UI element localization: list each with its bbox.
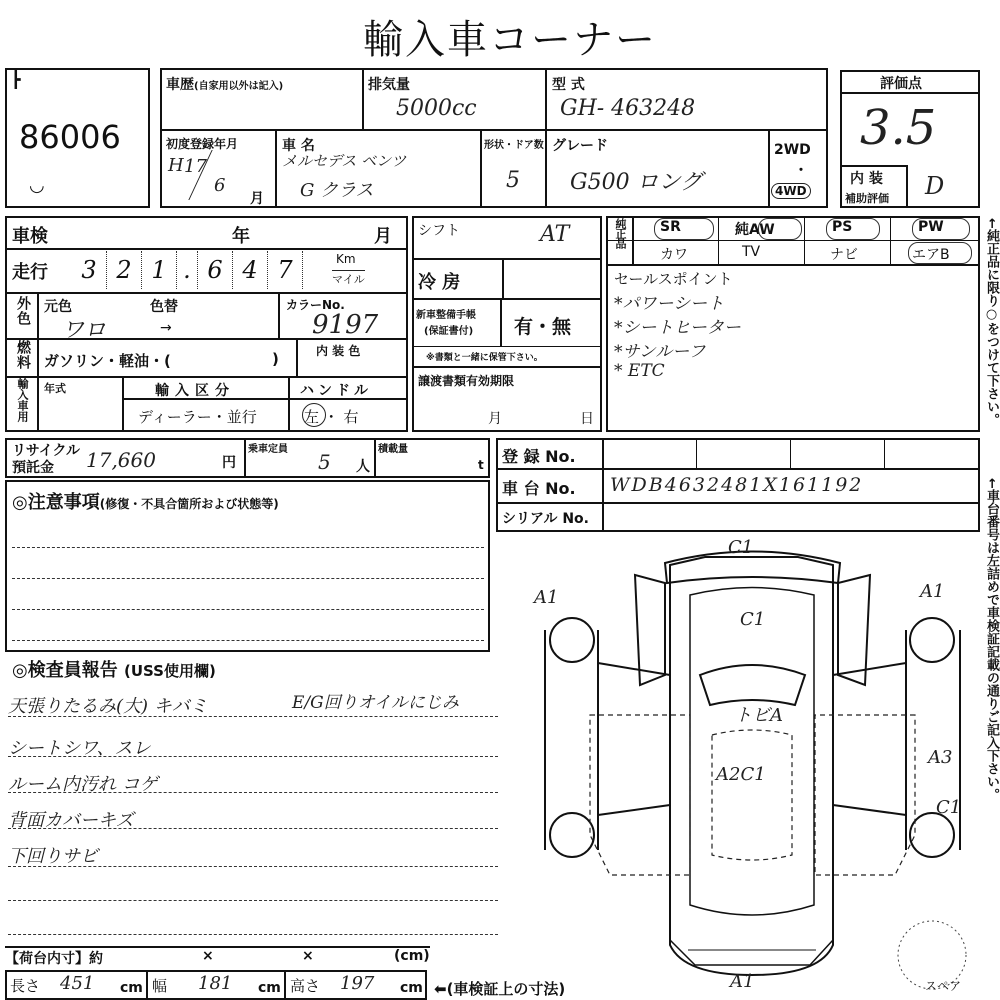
dims-inner-label: 【荷台内寸】約 (5, 951, 103, 967)
exterior-arrow: → (160, 320, 172, 336)
inspection-year-unit: 年 (232, 226, 250, 247)
divider (5, 248, 408, 250)
divider (5, 376, 408, 378)
body-label: 形状・ドア数 (484, 140, 544, 151)
first-reg-label: 初度登録年月 (166, 137, 239, 151)
transfer-day: 日 (580, 411, 594, 427)
dims-arrow-note: ⬅(車検証上の寸法) (434, 980, 566, 998)
mileage-unit-km: Km (336, 252, 356, 266)
exterior-orig-label: 元色 (44, 299, 72, 315)
interior-label: 内 装 (850, 171, 883, 187)
height-unit: cm (400, 980, 423, 996)
divider (496, 502, 980, 504)
sales-point: *サンルーフ (614, 342, 706, 362)
dims-x2: × (302, 948, 314, 964)
divider (696, 438, 697, 468)
divider (502, 258, 504, 298)
shift-value: AT (540, 222, 570, 247)
option-sr[interactable]: SR (660, 219, 681, 235)
height-label: 高さ (290, 977, 321, 995)
damage-mark: A3 (928, 747, 953, 768)
option-leather[interactable]: カワ (660, 247, 688, 263)
recycle-label: リサイクル (12, 443, 81, 459)
transfer-month: 月 (488, 411, 502, 427)
divider (545, 68, 547, 208)
history-label: 車歴(自家用以外は記入) (166, 77, 284, 93)
displacement-value: 5000cc (396, 96, 477, 121)
capacity-unit: 人 (356, 459, 370, 475)
capacity-value: 5 (318, 450, 331, 474)
displacement-label: 排気量 (368, 77, 410, 93)
side-note-options: ←純正品に限り○をつけて下さい。 (984, 218, 999, 426)
inspection-month-unit: 月 (374, 226, 392, 247)
length-label: 長さ (10, 977, 41, 995)
lot-corner-mark: ┣ (11, 70, 21, 89)
drive-2wd: 2WD (774, 142, 811, 158)
rating-value: 3.5 (860, 100, 937, 156)
divider (288, 376, 290, 432)
registration-label: 登 録 No. (502, 447, 576, 466)
damage-mark: A1 (920, 581, 945, 602)
spare-label: スペア (925, 979, 962, 993)
sales-label: セールスポイント (614, 270, 733, 288)
note-line (12, 578, 484, 579)
option-ps[interactable]: PS (832, 219, 853, 235)
damage-mark: トビA (734, 705, 783, 726)
manual-note: ※書類と一緒に保管下さい。 (426, 353, 543, 363)
note-line (12, 547, 484, 548)
report-line: シートシワ、スレ (8, 738, 151, 759)
interior-color-label: 内 装 色 (316, 344, 361, 358)
interior-sub: 補助評価 (845, 192, 889, 205)
option-airbag[interactable]: エアB (912, 247, 950, 263)
rating-label: 評価点 (880, 76, 922, 92)
divider (496, 468, 980, 470)
report-rule (8, 756, 498, 757)
mileage-digit: 3 (72, 251, 107, 289)
inspection-label: 車検 (12, 226, 48, 247)
exterior-repaint-label: 色替 (150, 299, 178, 315)
report-line: 下回りサビ (8, 846, 98, 867)
mileage-digit: 4 (233, 251, 268, 289)
report-rule (8, 866, 498, 867)
handle-value: 左 ・ 右 (304, 408, 359, 426)
divider (632, 216, 634, 264)
recycle-value: 17,660 (86, 448, 156, 472)
ac-label: 冷 房 (418, 272, 461, 293)
serial-label: シリアル No. (502, 511, 589, 527)
report-rule (8, 900, 498, 901)
import-year-label: 年式 (44, 382, 66, 395)
model-label: 型 式 (552, 77, 585, 93)
divider (362, 68, 364, 129)
transfer-label: 譲渡書類有効期限 (418, 374, 515, 388)
report-line: ルーム内汚れ コゲ (8, 774, 158, 795)
report-rule (8, 792, 498, 793)
car-name-label: 車 名 (282, 138, 315, 154)
body-doors: 5 (506, 168, 520, 193)
divider (278, 292, 280, 338)
divider (412, 366, 602, 368)
length-value: 451 (60, 973, 95, 994)
option-tv[interactable]: TV (742, 244, 761, 260)
note-line (12, 609, 484, 610)
import-class-value: ディーラー・並行 (138, 408, 257, 426)
divider (890, 216, 891, 264)
lot-number: 86006 (19, 118, 121, 156)
fuel-label: 燃料 (15, 340, 31, 370)
fuel-close: ) (272, 350, 279, 368)
divider (296, 338, 298, 376)
mileage-digit: 6 (198, 251, 233, 289)
dims-cm: (cm) (394, 948, 430, 964)
interior-value: D (925, 172, 945, 200)
divider (5, 292, 408, 294)
option-aw[interactable]: 純AW (735, 222, 775, 238)
exterior-orig-value: ワロ (62, 318, 107, 343)
lot-bottom-mark: ◡ (29, 175, 45, 196)
mileage-digit: 7 (268, 251, 303, 289)
manual-label: 新車整備手帳 (416, 310, 476, 321)
circle-airbag (908, 242, 972, 264)
note-line (12, 640, 484, 641)
damage-mark: C1 (728, 537, 754, 558)
notes-label: ◎注意事項(修復・不具合箇所および状態等) (12, 492, 279, 513)
mileage-unit-mile: マイル (332, 270, 365, 287)
report-line-extra: E/G回りオイルにじみ (292, 693, 459, 713)
capacity-label: 乗車定員 (248, 444, 288, 455)
divider (412, 346, 602, 347)
page-title: 輸入車コーナー (363, 17, 657, 63)
damage-mark: C1 (936, 797, 962, 818)
fuel-options: ガソリン・軽油・( (44, 352, 171, 370)
circle-ps (826, 218, 880, 240)
divider (275, 129, 277, 208)
import-class-label: 輸入区分 (155, 383, 235, 399)
divider (804, 216, 805, 264)
divider (500, 298, 502, 346)
height-value: 197 (340, 973, 375, 994)
divider (412, 258, 602, 260)
first-reg-era: H (168, 155, 184, 176)
divider (284, 970, 286, 1000)
recycle-unit: 円 (222, 455, 236, 471)
mileage-label: 走行 (12, 262, 48, 283)
grade-value: G500 ロング (570, 170, 703, 195)
length-unit: cm (120, 980, 143, 996)
report-rule (8, 934, 498, 935)
divider (374, 438, 376, 478)
divider (768, 129, 770, 208)
divider (718, 216, 719, 264)
options-side-label: 純正品 (614, 218, 627, 248)
dims-x1: × (202, 948, 214, 964)
load-unit: t (478, 458, 484, 472)
sales-point: *シートヒーター (614, 318, 741, 338)
divider (412, 298, 602, 300)
first-reg-month: 6 (214, 175, 226, 196)
exterior-label: 外色 (15, 296, 31, 326)
car-name: G クラス (300, 180, 374, 201)
manual-value: 有・無 (514, 316, 572, 338)
chassis-label: 車 台 No. (502, 479, 576, 498)
width-value: 181 (198, 973, 233, 994)
mileage-digit: 1 (142, 251, 177, 289)
option-navi[interactable]: ナビ (830, 247, 858, 263)
report-line: 背面カバーキズ (8, 810, 134, 831)
option-pw[interactable]: PW (918, 219, 944, 235)
divider (606, 240, 980, 241)
divider (884, 438, 885, 468)
report-rule (8, 828, 498, 829)
sales-point: *パワーシート (614, 294, 725, 314)
divider (122, 376, 124, 432)
load-label: 積載量 (378, 444, 408, 455)
mileage-digits (72, 251, 303, 289)
divider (160, 129, 828, 131)
damage-mark: A1 (730, 971, 755, 992)
circle-aw (758, 218, 802, 240)
report-line: 天張りたるみ(大) キバミ (8, 696, 208, 717)
side-note-chassis: ←車台番号は左詰めで車検証記載の通りご記入下さい。 (984, 478, 999, 801)
lot-number-box (5, 68, 150, 208)
manual-sub: (保証書付) (424, 326, 474, 337)
recycle-label2: 預託金 (12, 460, 54, 476)
grade-label: グレード (552, 138, 608, 154)
import-label: 輸入車用 (16, 378, 29, 422)
drive-4wd: 4WD (771, 183, 811, 199)
first-reg-year: 17 (184, 156, 207, 177)
divider (606, 264, 980, 266)
car-damage-diagram (520, 535, 990, 995)
circle-sr (654, 218, 714, 240)
divider (602, 438, 604, 532)
handle-label: ハンドル (300, 383, 372, 399)
car-maker: メルセデス ベンツ (282, 152, 407, 170)
handle-left-circle (302, 403, 326, 427)
mileage-digit: 2 (107, 251, 142, 289)
drive-dot: ・ (794, 163, 808, 179)
damage-mark: C1 (740, 609, 766, 630)
report-label: ◎検査員報告 (USS使用欄) (12, 660, 216, 681)
sales-point: * ETC (614, 361, 665, 381)
color-no-label: カラーNo. (286, 298, 345, 312)
first-reg-month-unit: 月 (250, 191, 264, 207)
damage-mark: A1 (534, 587, 559, 608)
color-no-value: 9197 (312, 310, 379, 340)
width-unit: cm (258, 980, 281, 996)
divider (790, 438, 791, 468)
mileage-digit: . (177, 251, 198, 289)
divider (244, 438, 246, 478)
model-value: GH- 463248 (560, 96, 696, 121)
divider (480, 129, 482, 208)
divider (146, 970, 148, 1000)
circle-pw (912, 218, 970, 240)
width-label: 幅 (152, 977, 168, 995)
chassis-value: WDB4632481X161192 (610, 474, 864, 496)
report-rule (8, 716, 498, 717)
damage-mark: A2C1 (716, 764, 766, 785)
shift-label: シフト (418, 223, 460, 239)
